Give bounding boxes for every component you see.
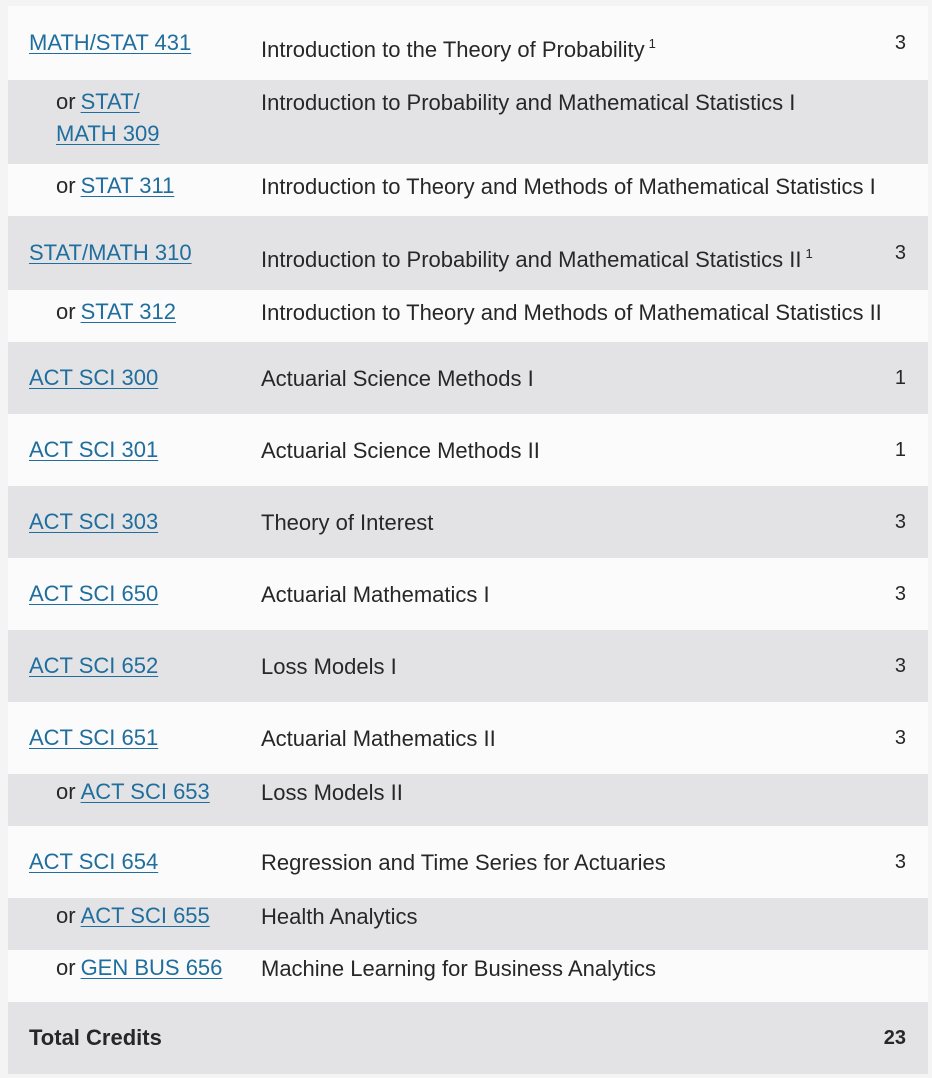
course-title: Introduction to Theory and Methods of Mathematical Statistics I <box>261 174 876 199</box>
table-row <box>8 558 928 630</box>
table-row <box>8 216 928 290</box>
or-label: or <box>56 903 76 928</box>
course-title: Introduction to Probability and Mathematical Statistics II <box>261 247 802 272</box>
table-row-alternative <box>8 950 928 1002</box>
footnote-marker: 1 <box>805 246 813 261</box>
course-code-cell <box>29 434 244 466</box>
course-title-cell <box>261 847 881 879</box>
course-title-cell <box>261 723 881 755</box>
table-row-alternative <box>8 164 928 216</box>
course-link[interactable]: ACT SCI 300 <box>29 365 159 390</box>
course-title: Regression and Time Series for Actuaries <box>261 850 666 875</box>
course-link[interactable]: ACT SCI 655 <box>80 903 210 928</box>
course-title: Health Analytics <box>261 904 418 929</box>
course-requirements-table <box>8 6 928 1074</box>
course-code-cell <box>29 846 244 878</box>
course-link[interactable]: ACT SCI 303 <box>29 509 159 534</box>
or-label: or <box>56 955 76 980</box>
course-title-cell <box>261 901 881 933</box>
course-title-cell <box>261 363 881 395</box>
table-row <box>8 6 928 80</box>
course-link[interactable]: ACT SCI 653 <box>80 779 210 804</box>
course-title: Theory of Interest <box>261 510 434 535</box>
course-code-cell <box>56 900 271 932</box>
course-code-cell <box>56 170 271 202</box>
course-code-cell <box>29 650 244 682</box>
course-title: Loss Models II <box>261 780 403 805</box>
table-row-alternative <box>8 774 928 826</box>
course-title-cell <box>261 953 881 985</box>
course-link[interactable]: STAT 312 <box>80 299 176 324</box>
course-code-cell <box>29 237 244 269</box>
course-link[interactable]: GEN BUS 656 <box>80 955 223 980</box>
course-code-cell <box>56 776 271 808</box>
credits-value: 3 <box>894 242 906 264</box>
table-row <box>8 702 928 774</box>
course-code-cell <box>29 722 244 754</box>
course-link[interactable]: STAT/MATH 310 <box>29 240 192 265</box>
course-title-cell <box>261 87 881 119</box>
course-code-cell <box>29 578 244 610</box>
course-title: Introduction to Theory and Methods of Mathematical Statistics II <box>261 300 882 325</box>
credits-value: 3 <box>894 851 906 873</box>
table-row-alternative <box>8 898 928 950</box>
total-credits-label: Total Credits <box>29 1025 162 1050</box>
total-credits-row <box>8 1002 928 1074</box>
course-title-cell <box>261 651 881 683</box>
course-title-cell <box>261 297 881 329</box>
or-label: or <box>56 173 76 198</box>
or-label: or <box>56 779 76 804</box>
table-row-alternative <box>8 80 928 164</box>
or-label: or <box>56 89 76 114</box>
credits-value: 1 <box>894 439 906 461</box>
course-link[interactable]: MATH/STAT 431 <box>29 30 192 55</box>
course-title: Actuarial Mathematics II <box>261 726 496 751</box>
table-row <box>8 414 928 486</box>
footnote-marker: 1 <box>648 36 656 51</box>
course-code-cell <box>29 27 244 59</box>
course-title-cell <box>261 507 881 539</box>
credits-value: 3 <box>894 583 906 605</box>
course-link[interactable]: ACT SCI 301 <box>29 437 159 462</box>
credits-value: 3 <box>894 32 906 54</box>
course-code-cell <box>56 296 271 328</box>
credits-value: 3 <box>894 727 906 749</box>
total-credits-value: 23 <box>883 1027 906 1049</box>
course-title: Actuarial Science Methods II <box>261 438 540 463</box>
course-code-cell <box>29 506 244 538</box>
course-title: Loss Models I <box>261 654 397 679</box>
table-row <box>8 826 928 898</box>
credits-value: 3 <box>894 655 906 677</box>
course-link[interactable]: ACT SCI 650 <box>29 581 159 606</box>
course-code-cell <box>56 86 271 150</box>
course-code-cell <box>29 362 244 394</box>
course-link[interactable]: STAT 311 <box>80 173 175 198</box>
table-row <box>8 486 928 558</box>
course-title: Actuarial Science Methods I <box>261 366 534 391</box>
course-title: Actuarial Mathematics I <box>261 582 490 607</box>
course-title-cell <box>261 435 881 467</box>
course-title-cell <box>261 28 881 66</box>
table-row <box>8 342 928 414</box>
course-link[interactable]: STAT/ MATH 309 <box>56 89 160 146</box>
table-row <box>8 630 928 702</box>
course-link[interactable]: ACT SCI 651 <box>29 725 159 750</box>
course-code-cell <box>56 952 271 984</box>
course-title: Machine Learning for Business Analytics <box>261 956 656 981</box>
or-label: or <box>56 299 76 324</box>
course-link[interactable]: ACT SCI 652 <box>29 653 159 678</box>
credits-value: 3 <box>894 511 906 533</box>
course-title-cell <box>261 579 881 611</box>
course-title-cell <box>261 171 881 203</box>
credits-value: 1 <box>894 367 906 389</box>
course-title-cell <box>261 238 881 276</box>
course-title: Introduction to the Theory of Probability <box>261 37 645 62</box>
course-link[interactable]: ACT SCI 654 <box>29 849 159 874</box>
course-title-cell <box>261 777 881 809</box>
table-row-alternative <box>8 290 928 342</box>
course-title: Introduction to Probability and Mathematical Statistics I <box>261 90 796 115</box>
